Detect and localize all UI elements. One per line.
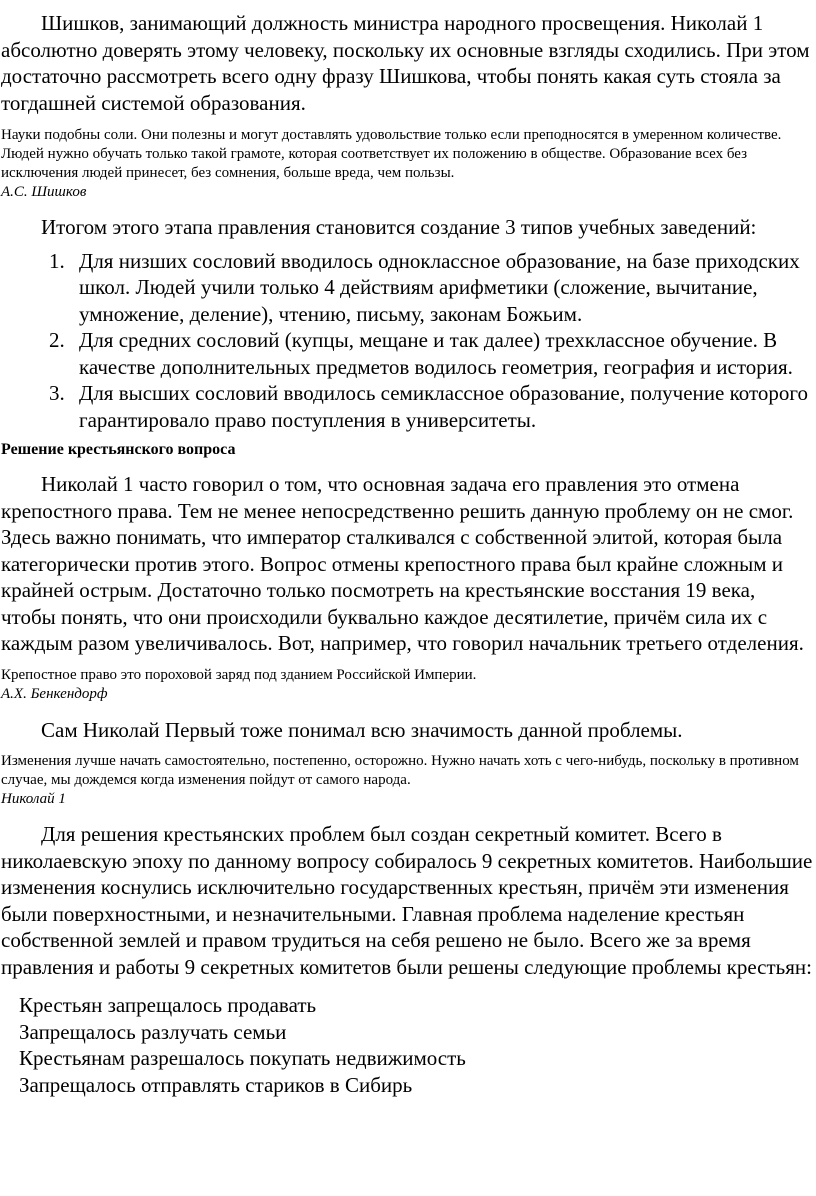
list-item: Крестьянам разрешалось покупать недвижимость — [19, 1046, 466, 1070]
list-item — [0, 248, 816, 328]
quote-text: Крепостное право это пороховой заряд под зданием Российской Империи. — [1, 666, 477, 683]
nicholas-quote — [0, 752, 816, 808]
list-item-text: Для высших сословий вводилось семиклассное образование, получение которого гарантировало право поступления в университеты. — [79, 381, 808, 432]
school-types-list — [0, 248, 816, 434]
result-paragraph: Итогом этого этапа правления становится создание 3 типов учебных заведений: — [41, 215, 757, 239]
list-item-text: Для средних сословий (купцы, мещане и так далее) трехклассное обучение. В качестве дополнительных предметов водилось геометрия, география и история. — [79, 328, 793, 379]
list-item-number: 3. — [49, 381, 65, 405]
list-item-number: 1. — [49, 248, 65, 273]
nicholas-paragraph: Сам Николай Первый тоже понимал всю значимость данной проблемы. — [41, 717, 683, 742]
quote-text: Изменения лучше начать самостоятельно, постепенно, осторожно. Нужно начать хоть с чего-нибудь, поскольку в противном случае, мы дождемся когда изменения пойдут от самого народа. — [1, 753, 799, 788]
quote-author: Николай 1 — [1, 791, 66, 807]
quote-author: А.Х. Бенкендорф — [1, 685, 108, 702]
list-item: Запрещалось разлучать семьи — [19, 1019, 287, 1044]
intro-paragraph: Шишков, занимающий должность министра народного просвещения. Николай 1 абсолютно доверять этому человеку, поскольку их основные взгляды сходились. При этом достаточно рассмотреть всего одну фразу Шишкова, чтобы понять какая суть стояла за тогдашней системой образования. — [1, 11, 810, 115]
committee-paragraph: Для решения крестьянских проблем был создан секретный комитет. Всего в николаевскую эпоху по данному вопросу собиралось 9 секретных комитетов. Наибольшие изменения коснулись исключительно государственных крестьян, причём эти изменения были поверхностными, и незначительными. Главная проблема наделение крестьян собственной землей и правом трудиться на себя решено не было. Всего же за время правления и работы 9 секретных комитетов были решены следующие проблемы крестьян: — [1, 822, 813, 979]
list-item: Запрещалось отправлять стариков в Сибирь — [19, 1072, 413, 1097]
list-item-number: 2. — [49, 328, 65, 352]
list-item — [0, 327, 816, 380]
section-heading: Решение крестьянского вопроса — [1, 441, 236, 458]
peasant-paragraph: Николай 1 часто говорил о том, что основная задача его правления это отмена крепостного права. Тем не менее непосредственно решить данную проблему он не смог. Здесь важно понимать, что император сталкивался с собственной элитой, которая была категорически против этого. Вопрос отмены крепостного права был крайне сложным и крайней острым. Достаточно только посмотреть на крестьянские восстания 19 века, чтобы понять, что они происходили буквально каждое десятилетие, причём сила их с каждым разом увеличивалось. Вот, например, что говорил начальник третьего отделения. — [1, 472, 804, 655]
list-item — [0, 380, 816, 433]
reforms-list — [0, 992, 816, 1098]
quote-author: А.С. Шишков — [1, 184, 87, 200]
benckendorff-quote — [0, 666, 816, 703]
quote-text: Науки подобны соли. Они полезны и могут доставлять удовольствие только если преподносятся в умеренном количестве. Людей нужно обучать только такой грамоте, которая соответствует их положению в обществе. Образование всех без исключения людей принесет, без сомнения, больше вреда, чем пользы. — [1, 127, 782, 181]
shishkov-quote — [0, 126, 816, 201]
list-item-text: Для низших сословий вводилось одноклассное образование, на базе приходских школ. Людей учили только 4 действиям арифметики (сложение, вычитание, умножение, деление), чтению, письму, законам Божьим. — [79, 248, 800, 326]
list-item: Крестьян запрещалось продавать — [19, 993, 317, 1017]
